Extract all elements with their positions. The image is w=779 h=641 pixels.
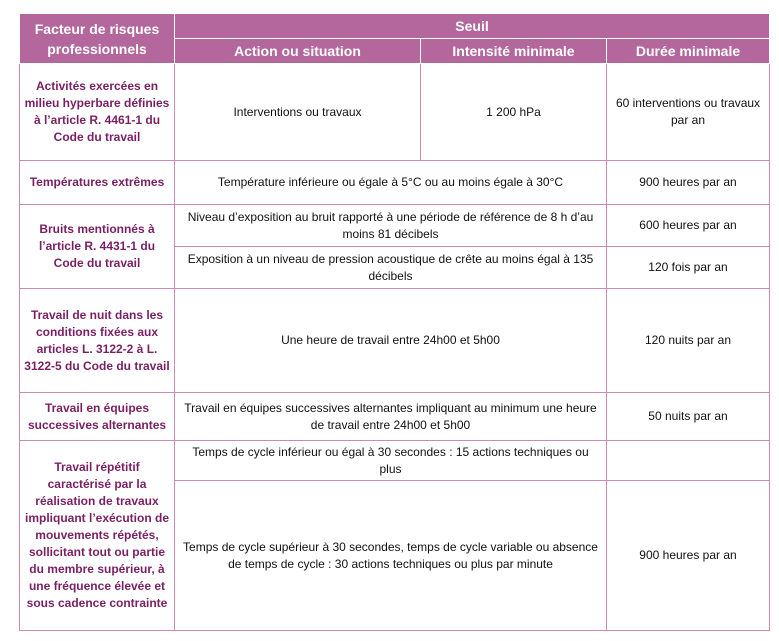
risk-factor-cell: Activités exercées en milieu hyperbare définies à l’article R. 4461-1 du Code du travail <box>20 64 175 161</box>
risk-factor-cell: Travail de nuit dans les conditions fixées aux articles L. 3122-2 à L. 3122-5 du Code du travail <box>20 289 175 393</box>
action-cell: Une heure de travail entre 24h00 et 5h00 <box>175 289 607 393</box>
duration-cell <box>607 441 770 481</box>
action-cell: Temps de cycle supérieur à 30 secondes, temps de cycle variable ou absence de temps de cycle : 30 actions techniques ou plus par minute <box>175 481 607 631</box>
header-threshold-group: Seuil <box>175 14 770 39</box>
action-cell: Exposition à un niveau de pression acoustique de crête au moins égal à 135 décibels <box>175 247 607 289</box>
header-intensity: Intensité minimale <box>421 39 607 64</box>
header-action: Action ou situation <box>175 39 421 64</box>
action-cell: Temps de cycle inférieur ou égal à 30 secondes : 15 actions techniques ou plus <box>175 441 607 481</box>
action-cell: Niveau d’exposition au bruit rapporté à une période de référence de 8 h d’au moins 81 décibels <box>175 205 607 247</box>
action-cell: Température inférieure ou égale à 5°C ou au moins égale à 30°C <box>175 161 607 205</box>
duration-cell: 120 nuits par an <box>607 289 770 393</box>
intensity-cell: 1 200 hPa <box>421 64 607 161</box>
action-cell: Travail en équipes successives alternantes impliquant au minimum une heure de travail entre 24h00 et 5h00 <box>175 393 607 441</box>
duration-cell: 120 fois par an <box>607 247 770 289</box>
risk-factor-cell: Travail répétitif caractérisé par la réalisation de travaux impliquant l’exécution de mouvements répétés, sollicitant tout ou partie du membre supérieur, à une fréquence élevée et sous cadence contrainte <box>20 441 175 631</box>
risk-factor-cell: Bruits mentionnés à l’article R. 4431-1 du Code du travail <box>20 205 175 289</box>
risk-threshold-table <box>19 13 770 631</box>
duration-cell: 900 heures par an <box>607 161 770 205</box>
risk-factor-cell: Températures extrêmes <box>20 161 175 205</box>
table-row <box>20 393 770 441</box>
duration-cell: 600 heures par an <box>607 205 770 247</box>
risk-factor-cell: Travail en équipes successives alternantes <box>20 393 175 441</box>
header-duration: Durée minimale <box>607 39 770 64</box>
table-row <box>20 441 770 481</box>
duration-cell: 60 interventions ou travaux par an <box>607 64 770 161</box>
table-row <box>20 205 770 247</box>
duration-cell: 900 heures par an <box>607 481 770 631</box>
duration-cell: 50 nuits par an <box>607 393 770 441</box>
action-cell: Interventions ou travaux <box>175 64 421 161</box>
table-row <box>20 64 770 161</box>
table-row <box>20 161 770 205</box>
header-risk-factor: Facteur de risques professionnels <box>20 14 175 64</box>
table-row <box>20 289 770 393</box>
